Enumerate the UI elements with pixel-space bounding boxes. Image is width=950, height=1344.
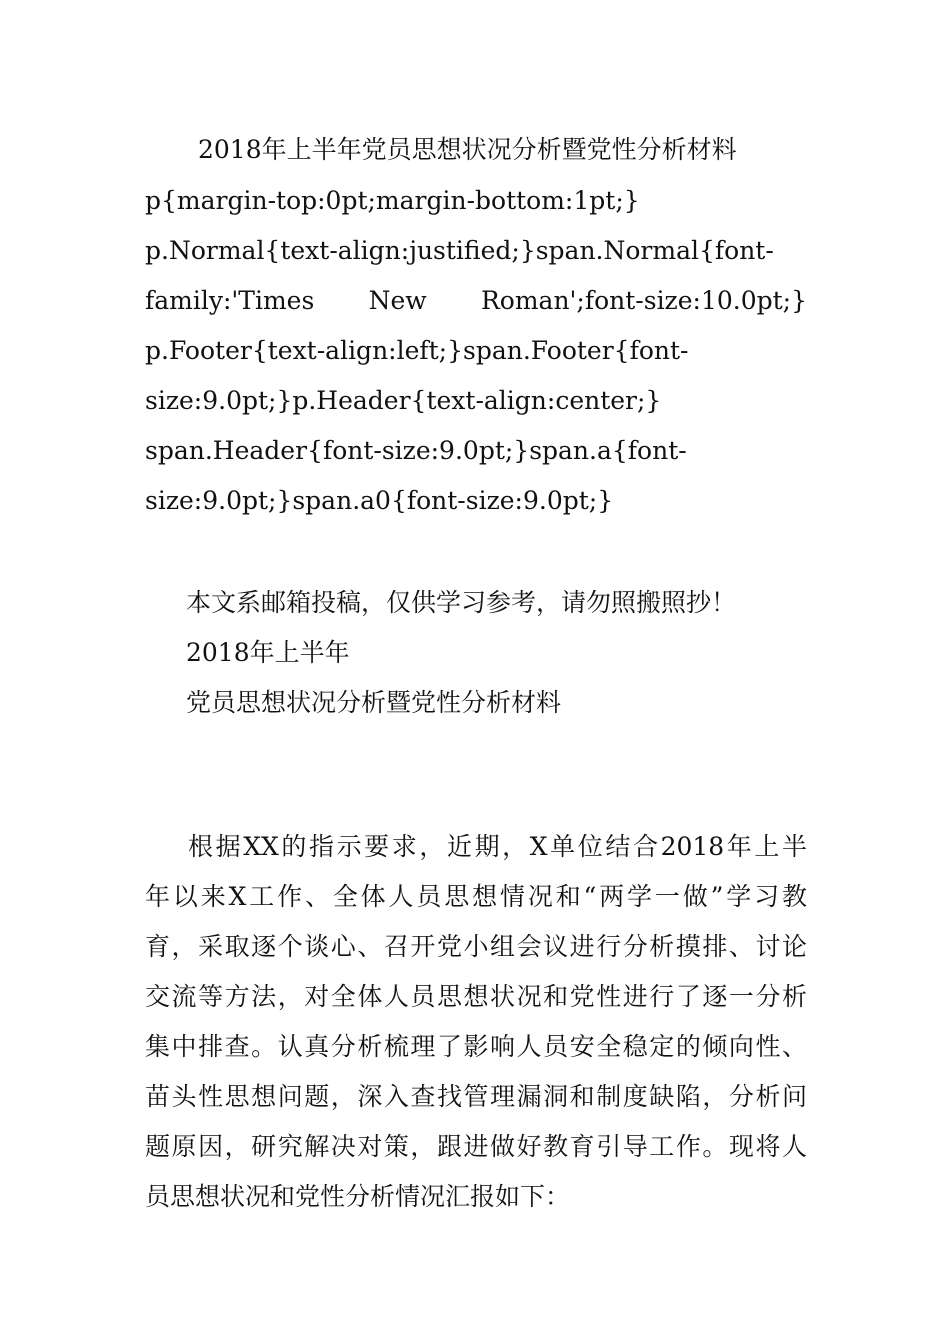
notice-block [186, 578, 806, 728]
css-residue-line: p.Normal{text-align:justified;}span.Normal{font- [145, 236, 774, 265]
body-line: 员思想状况和党性分析情况汇报如下： [145, 1182, 571, 1211]
subtitle-main: 党员思想状况分析暨党性分析材料 [186, 688, 562, 717]
body-line: 根据XX的指示要求，近期，X单位结合2018年上半 [188, 832, 807, 861]
css-residue-text [145, 176, 807, 526]
body-line: 交流等方法，对全体人员思想状况和党性进行了逐一分析 [145, 982, 807, 1011]
notice-text: 本文系邮箱投稿，仅供学习参考，请勿照搬照抄！ [186, 588, 737, 617]
body-line: 苗头性思想问题，深入查找管理漏洞和制度缺陷，分析问 [145, 1082, 807, 1111]
subtitle-year: 2018年上半年 [186, 638, 350, 667]
css-residue-line: family:'Times New Roman';font-size:10.0pt;} [145, 286, 807, 315]
css-residue-line: p{margin-top:0pt;margin-bottom:1pt;} [145, 186, 640, 215]
css-residue-line: span.Header{font-size:9.0pt;}span.a{font- [145, 436, 687, 465]
body-line: 集中排查。认真分析梳理了影响人员安全稳定的倾向性、 [145, 1032, 807, 1061]
body-line: 题原因，研究解决对策，跟进做好教育引导工作。现将人 [145, 1132, 807, 1161]
body-line: 年以来X工作、全体人员思想情况和“两学一做”学习教 [145, 882, 807, 911]
body-paragraph [145, 822, 807, 1222]
css-residue-line: size:9.0pt;}span.a0{font-size:9.0pt;} [145, 486, 614, 515]
body-line: 育，采取逐个谈心、召开党小组会议进行分析摸排、讨论 [145, 932, 807, 961]
css-residue-line: size:9.0pt;}p.Header{text-align:center;} [145, 386, 662, 415]
document-title: 2018年上半年党员思想状况分析暨党性分析材料 [198, 135, 737, 164]
css-residue-line: p.Footer{text-align:left;}span.Footer{font- [145, 336, 689, 365]
